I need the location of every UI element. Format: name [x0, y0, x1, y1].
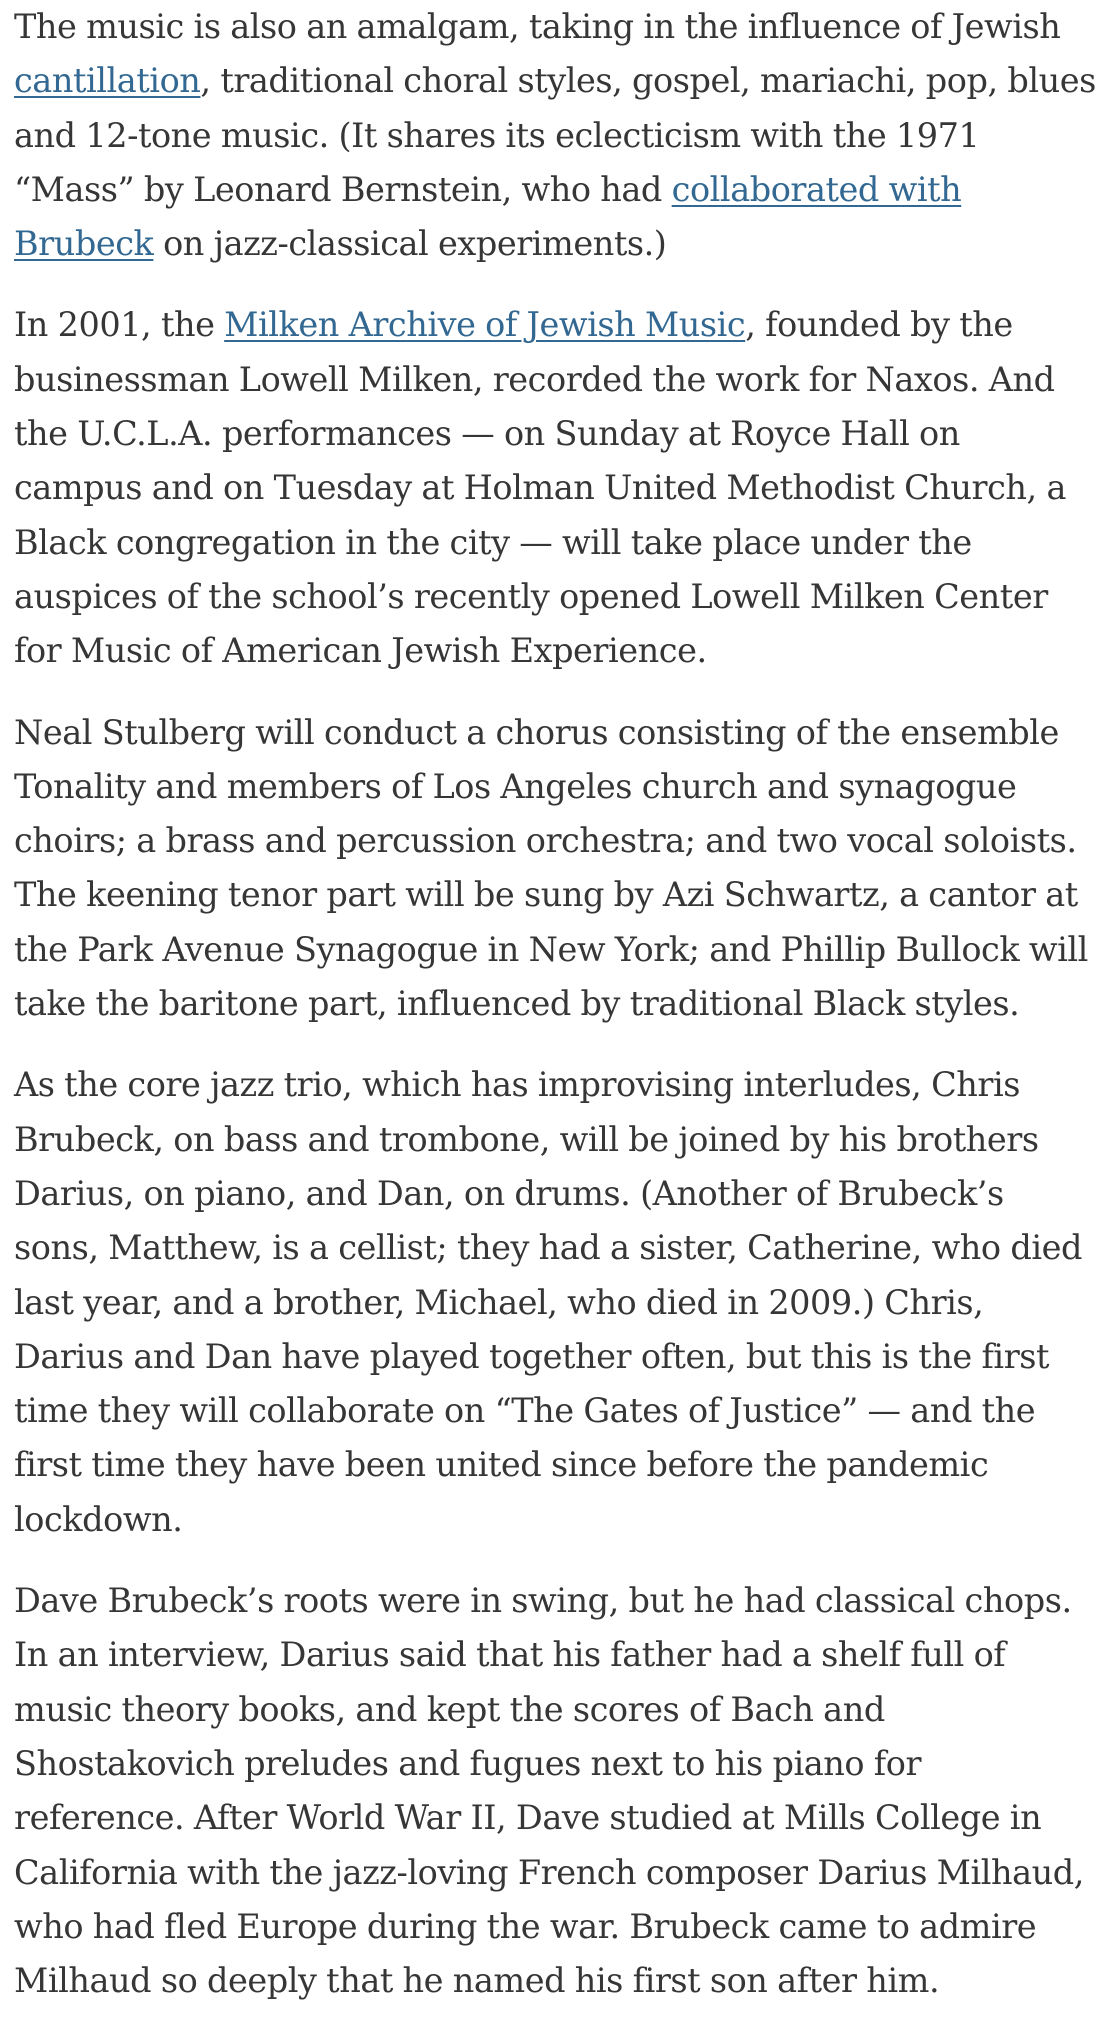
paragraph-5 — [14, 1574, 1096, 2008]
text-segment: on jazz-classical experiments.) — [153, 224, 667, 264]
text-segment: , founded by the businessman Lowell Milken, recorded the work for Naxos. And the U.C.L.A. performances — on Sunday at Royce Hall on campus and on Tuesday at Holman United Methodist Church, a Black congregation in the city — will take place under the auspices of the school’s recently opened Lowell Milken Center for Music of American Jewish Experience. — [14, 305, 1066, 671]
text-segment: In 2001, the — [14, 305, 225, 345]
text-segment: , traditional choral styles, gospel, mariachi, pop, blues and 12-tone music. (It shares its eclecticism with the 1971 “Mass” by Leonard Bernstein, who had — [14, 61, 1096, 209]
paragraph-3 — [14, 706, 1096, 1032]
article-body — [14, 0, 1096, 2035]
text-segment: The music is also an amalgam, taking in the influence of Jewish — [14, 7, 1061, 46]
paragraph-4 — [14, 1058, 1096, 1547]
link-collaborated-with-brubeck[interactable]: collaborated with Brubeck — [14, 169, 962, 264]
link-milken-archive[interactable]: Milken Archive of Jewish Music — [224, 305, 746, 345]
text-segment: Dave Brubeck’s roots were in swing, but he had classical chops. In an interview, Darius said that his father had a shelf full of music theory books, and kept the scores of Bach and Shostakovich preludes and fugues next to his piano for reference. After World War II, Dave studied at Mills College in California with the jazz-loving French composer Darius Milhaud, who had fled Europe during the war. Brubeck came to admire Milhaud so deeply that he named his first son after him. — [14, 1581, 1084, 2001]
text-segment: Neal Stulberg will conduct a chorus consisting of the ensemble Tonality and members of Los Angeles church and synagogue choirs; a brass and percussion orchestra; and two vocal soloists. The keening tenor part will be sung by Azi Schwartz, a cantor at the Park Avenue Synagogue in New York; and Phillip Bullock will take the baritone part, influenced by traditional Black styles. — [14, 712, 1088, 1024]
link-cantillation[interactable]: cantillation — [14, 61, 201, 101]
paragraph-2 — [14, 298, 1096, 678]
text-segment: As the core jazz trio, which has improvising interludes, Chris Brubeck, on bass and trombone, will be joined by his brothers Darius, on piano, and Dan, on drums. (Another of Brubeck’s sons, Matthew, is a cellist; they had a sister, Catherine, who died last year, and a brother, Michael, who died in 2009.) Chris, Darius and Dan have played together often, but this is the first time they will collaborate on “The Gates of Justice” — and the first time they have been united since before the pandemic lockdown. — [14, 1065, 1082, 1539]
paragraph-1 — [14, 0, 1096, 271]
